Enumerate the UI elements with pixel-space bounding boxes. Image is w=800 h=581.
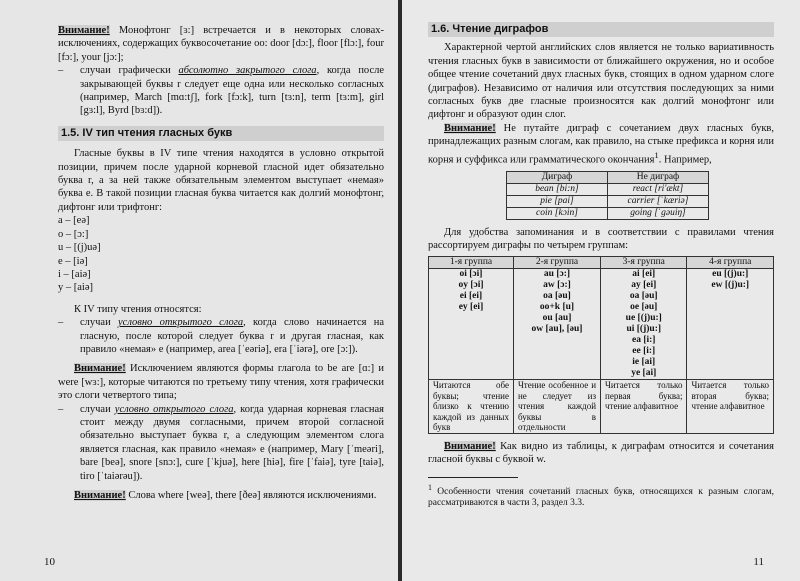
rule-item: y – [aiə] bbox=[58, 282, 93, 294]
footnote-marker: 1 bbox=[654, 149, 659, 160]
intro-paragraph bbox=[58, 24, 384, 64]
table-cell: coin [kɔin] bbox=[507, 207, 608, 219]
group-note: Читается только вторая буква; чтение алфавитное bbox=[687, 380, 774, 434]
section-title: 1.6. Чтение диграфов bbox=[428, 22, 774, 37]
rule-item: a – [eə] bbox=[58, 215, 90, 227]
right-page bbox=[402, 0, 800, 581]
table-row bbox=[507, 195, 709, 207]
group-cell: oi [ɔi] oy [ɔi] ei [ei] ey [ei] bbox=[429, 269, 514, 380]
paragraph: Гласные буквы в IV типе чтения находятся в условно открытой позиции, причем после ударной корневой гласной идет обязательно буква r, а за ней также обязательным элементом выступает «немая» буква e. В такой позиции гласная буква читается как долгий монофтонг, дифтонг или трифтонг: bbox=[58, 148, 384, 213]
table-cell: react [ri'ækt] bbox=[608, 183, 709, 195]
group-cell: ai [ei] ay [ei] oa [əu] oe [əu] ue [(j)u:] ui [(j)u:] ea [i:] ee [i:] ie [ai] ye [ai] bbox=[601, 269, 687, 380]
footnote-divider bbox=[428, 477, 518, 478]
underlined-term: абсолютно закрытого слога bbox=[178, 65, 317, 77]
column-header: Диграф bbox=[507, 171, 608, 183]
rule-list bbox=[58, 214, 384, 294]
attention-label: Внимание! bbox=[444, 440, 496, 452]
page-number: 10 bbox=[44, 555, 55, 568]
table-cell: pie [pai] bbox=[507, 195, 608, 207]
group-cell: eu [(j)u:] ew [(j)u:] bbox=[687, 269, 774, 380]
bullet-item: – случаи условно открытого слога, когда ударная корневая гласная стоит между двумя согласными, причем второй согласной обязательно выступает буква r, а следующим элементом слога является гласная, как правило «немая» e (например, Mary [ˈmeəri], bare [beə], snore [snɔ:], cure [ˈkjuə], here [hiə], fire [ˈfaiə], tyre [taiə], tiro [ˈtaiərəu]). bbox=[58, 403, 384, 482]
table-row bbox=[429, 380, 774, 434]
bullet-dash: – bbox=[58, 65, 64, 77]
table-row bbox=[507, 207, 709, 219]
rule-item: i – [aiə] bbox=[58, 268, 91, 280]
underlined-term: условно открытого слога bbox=[118, 317, 244, 329]
page-number: 11 bbox=[753, 555, 764, 568]
group-note: Чтение особенное и не следует из чтения каждой буквы в отдельности bbox=[513, 380, 600, 434]
group-note: Читается только первая буква; чтение алфавитное bbox=[601, 380, 687, 434]
underlined-term: условно открытого слога bbox=[114, 403, 234, 415]
section-title: 1.5. IV тип чтения гласных букв bbox=[58, 126, 384, 141]
bullet-item: – случаи условно открытого слога, когда слово начинается на гласную, после которой следует буква r и другая гласная, как правило «немая» e (например, area [ˈeəriə], era [ˈiərə], ore [ɔ:]). bbox=[58, 317, 385, 355]
digraph-groups-table bbox=[428, 256, 774, 434]
table-cell: carrier [ˈkæriə] bbox=[608, 195, 709, 207]
rule-item: o – [ɔ:] bbox=[58, 228, 89, 240]
column-header: 4-я группа bbox=[687, 257, 774, 269]
rule-item: u – [(j)uə] bbox=[58, 242, 101, 254]
paragraph: К IV типу чтения относятся: bbox=[74, 303, 202, 315]
table-cell: bean [bi:n] bbox=[507, 183, 608, 195]
bullet-item: – случаи графически абсолютно закрытого слога, когда после закрывающей буквы r следует еще одна или несколько согласных (например, March [mɑ:tʃ], fork [fɔ:k], turn [tɜ:n], term [tɜ:m], girl [gɜ:l], Byrd [bɜ:d]). bbox=[58, 65, 385, 117]
table-header-row bbox=[507, 171, 709, 183]
attention-label: Внимание! bbox=[74, 490, 126, 501]
footnote: $^1$ Особенности чтения сочетаний гласных букв, относящихся к разным слогам, рассматриваются в части 3, раздел 3.3. bbox=[428, 482, 774, 509]
paragraph: Внимание! Исключением являются формы глагола to be are [ɑ:] и were [wɜ:], которые читаются по третьему типу чтения, хотя графически это слоги четвертого типа; bbox=[58, 363, 384, 402]
column-header: Не диграф bbox=[608, 171, 709, 183]
column-header: 1-я группа bbox=[429, 257, 514, 269]
attention-label: Внимание! bbox=[444, 122, 496, 134]
intro-text: Монофтонг [ɜ:] встречается и в некоторых словах-исключениях, содержащих буквосочетание oo: door [dɔ:], floor [flɔ:], four [fɔ:], your [jɔ:]; bbox=[58, 25, 384, 63]
paragraph: Внимание! Как видно из таблицы, к диграфам относится и сочетания гласной буквы с буквой w. bbox=[428, 440, 774, 466]
table-cell: going [ˈgəuiŋ] bbox=[608, 207, 709, 219]
rule-item: e – [iə] bbox=[58, 255, 88, 267]
paragraph: Внимание! Слова where [weə], there [ðeə] являются исключениями. bbox=[74, 490, 377, 501]
paragraph: Внимание! Не путайте диграф с сочетанием двух гласных букв, принадлежащих разным слогам, как правило, на стыке префикса и корня или корня и суффикса или грамматического окончания$^1$. Например, bbox=[428, 122, 774, 166]
digraph-table bbox=[506, 171, 709, 220]
group-note: Читаются обе буквы; чтение близко к чтению каждой из данных букв bbox=[429, 380, 514, 434]
table-header-row bbox=[429, 257, 774, 269]
table-row bbox=[429, 269, 774, 380]
paragraph: Характерной чертой английских слов является не только вариативность чтения гласных букв в зависимости от ближайшего окружения, но и особое общее чтение сочетаний двух гласных букв, стоящих в одном ударном слоге (диграфов). Независимо от наличия или отсутствия последующих за ними согласных букв две гласные произносятся как долгий монофтонг или дифтонг и образуют один слог. bbox=[428, 42, 774, 121]
column-header: 3-я группа bbox=[601, 257, 687, 269]
column-header: 2-я группа bbox=[513, 257, 600, 269]
group-cell: au [ɔ:] aw [ɔ:] oa [əu] oo+k [u] ou [au] ow [au], [əu] bbox=[513, 269, 600, 380]
attention-label: Внимание! bbox=[74, 363, 126, 375]
table-row bbox=[507, 183, 709, 195]
attention-label: Внимание! bbox=[58, 25, 110, 36]
left-page bbox=[0, 0, 398, 581]
paragraph: Для удобства запоминания и в соответствии с правилами чтения рассортируем диграфы по четырем группам: bbox=[428, 226, 774, 251]
